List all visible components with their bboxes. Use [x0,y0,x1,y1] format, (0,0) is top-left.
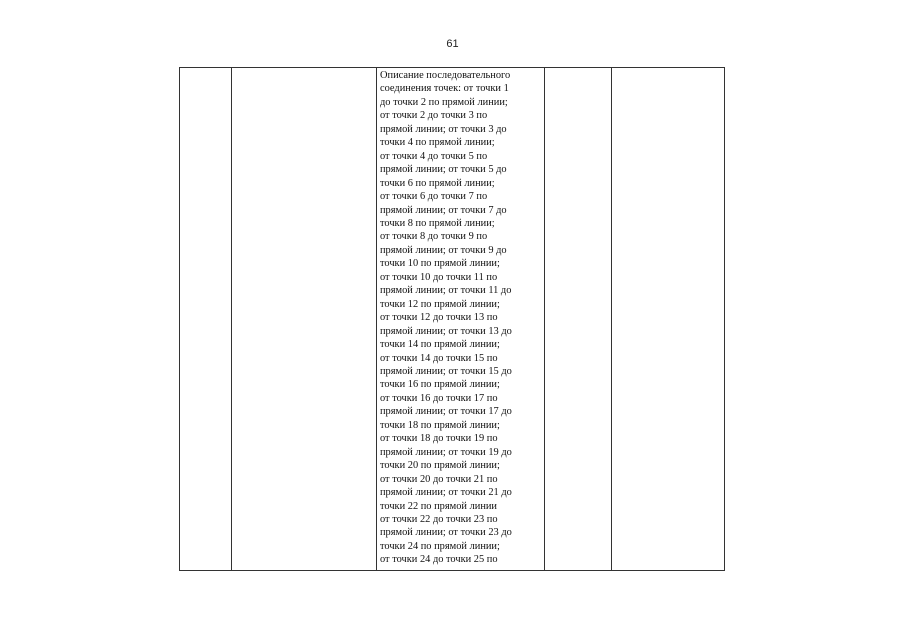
description-line: прямой линии; от точки 13 до [380,325,512,337]
table-cell-1 [180,68,232,571]
description-line: точки 22 по прямой линии [380,500,497,512]
description-line: прямой линии; от точки 17 до [380,406,512,418]
description-line: точки 10 по прямой линии; [380,258,500,270]
description-line: до точки 2 по прямой линии; [380,96,508,108]
description-line: от точки 8 до точки 9 по [380,231,488,243]
table-cell-2 [232,68,377,571]
description-line: от точки 16 до точки 17 по [380,392,498,404]
description-line: точки 8 по прямой линии; [380,217,495,229]
table-cell-description [377,68,545,571]
description-line: точки 12 по прямой линии; [380,298,500,310]
description-line: прямой линии; от точки 21 до [380,487,512,499]
table-row [180,68,725,571]
page-number: 61 [446,38,459,50]
description-line: от точки 6 до точки 7 по [380,191,488,203]
description-line: прямой линии; от точки 5 до [380,164,507,176]
description-line: от точки 18 до точки 19 по [380,433,498,445]
document-table [179,67,725,571]
description-line: от точки 12 до точки 13 по [380,312,498,324]
table-cell-5 [612,68,725,571]
description-line: от точки 10 до точки 11 по [380,271,498,283]
description-line: прямой линии; от точки 7 до [380,204,507,216]
description-line: точки 20 по прямой линии; [380,460,500,472]
description-line: точки 16 по прямой линии; [380,379,500,391]
description-line: точки 4 по прямой линии; [380,137,495,149]
description-line: от точки 24 до точки 25 по [380,554,498,566]
description-line: от точки 20 до точки 21 по [380,473,498,485]
description-line: прямой линии; от точки 9 до [380,244,507,256]
description-line: точки 18 по прямой линии; [380,419,500,431]
description-line: прямой линии; от точки 11 до [380,285,512,297]
description-line: от точки 4 до точки 5 по [380,150,488,162]
description-text [377,68,544,567]
description-line: прямой линии; от точки 15 до [380,365,512,377]
description-line: от точки 2 до точки 3 по [380,110,488,122]
description-line: точки 14 по прямой линии; [380,339,500,351]
description-line: прямой линии; от точки 3 до [380,123,507,135]
description-line: от точки 22 до точки 23 по [380,513,498,525]
description-line: от точки 14 до точки 15 по [380,352,498,364]
description-line: прямой линии; от точки 19 до [380,446,512,458]
description-line: Описание последовательного [380,70,511,81]
description-line: точки 24 по прямой линии; [380,540,500,552]
description-line: прямой линии; от точки 23 до [380,527,512,539]
description-line: соединения точек: от точки 1 [380,83,509,95]
table-cell-4 [545,68,612,571]
description-line: точки 6 по прямой линии; [380,177,495,189]
